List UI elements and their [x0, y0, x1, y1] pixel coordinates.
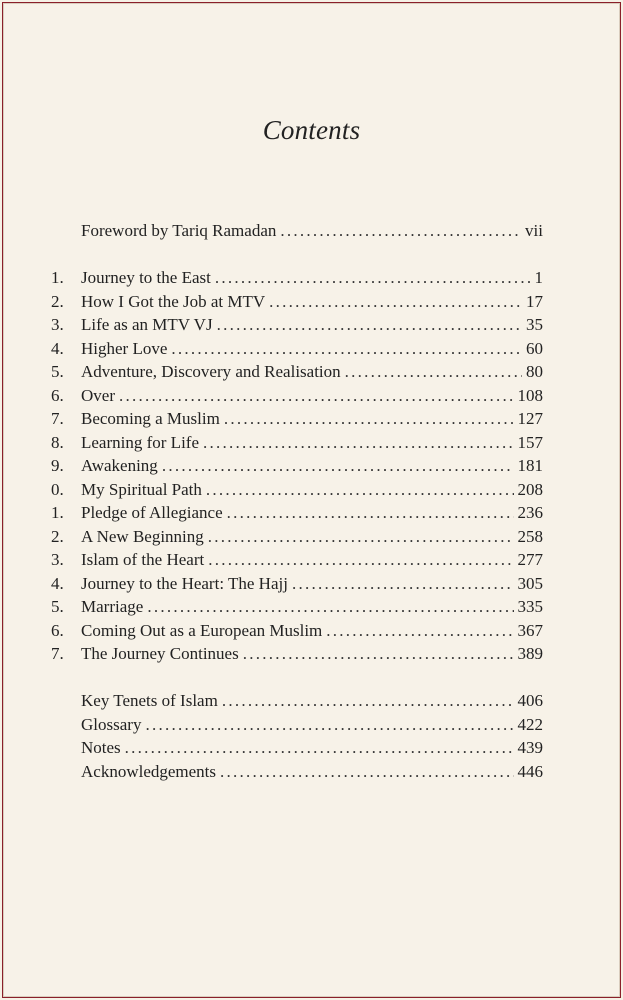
toc-entry	[51, 431, 543, 455]
entry-label: Glossary	[81, 714, 142, 734]
entry-label: Awakening	[81, 456, 158, 475]
toc-entry	[51, 360, 543, 384]
entry-label: Journey to the East	[81, 268, 211, 287]
entry-label: Foreword by Tariq Ramadan	[81, 221, 277, 240]
dot-leader	[203, 431, 514, 455]
book-page	[2, 2, 621, 998]
dot-leader	[345, 360, 522, 384]
dot-leader	[280, 219, 521, 243]
dot-leader	[222, 689, 514, 713]
dot-leader	[217, 313, 522, 337]
entry-label: Islam of the Heart	[81, 550, 205, 569]
dot-leader	[269, 290, 522, 314]
entry-page: 335	[517, 597, 543, 616]
dot-leader	[145, 713, 513, 737]
toc-entry	[51, 642, 543, 666]
toc-entry	[51, 595, 543, 619]
entry-page: 422	[517, 714, 543, 734]
entry-page: 1	[534, 268, 543, 287]
entry-page: 181	[517, 456, 543, 475]
entry-page: 35	[526, 315, 543, 334]
entry-page: 127	[517, 409, 543, 428]
chapter-number: 4.	[51, 573, 64, 593]
chapter-number: 5.	[51, 362, 64, 381]
dot-leader	[119, 384, 514, 408]
dot-leader	[147, 595, 513, 619]
toc-entry	[51, 760, 543, 784]
chapter-number: 4.	[51, 338, 64, 358]
dot-leader	[215, 266, 531, 290]
toc-entry	[51, 689, 543, 713]
chapter-list	[51, 266, 543, 666]
dot-leader	[224, 407, 514, 431]
backmatter-list	[51, 689, 543, 783]
chapter-number: 1.	[51, 268, 64, 287]
chapter-number: 3.	[51, 315, 64, 334]
foreword-section	[51, 219, 543, 243]
entry-label: How I Got the Job at MTV	[81, 291, 266, 311]
dot-leader	[208, 548, 513, 572]
chapter-number: 3.	[51, 550, 64, 569]
dot-leader	[292, 572, 514, 596]
toc-entry	[51, 384, 543, 408]
entry-label: A New Beginning	[81, 526, 204, 546]
chapter-number: 0.	[51, 479, 64, 499]
toc-entry	[51, 501, 543, 525]
entry-label: Learning for Life	[81, 432, 199, 452]
chapter-number: 7.	[51, 409, 64, 428]
dot-leader	[206, 478, 514, 502]
entry-label: Life as an MTV VJ	[81, 315, 213, 334]
toc-entry	[51, 713, 543, 737]
toc-entry	[51, 337, 543, 361]
dot-leader	[162, 454, 514, 478]
entry-label: My Spiritual Path	[81, 479, 202, 499]
entry-page: 439	[517, 738, 543, 757]
entry-page: 389	[517, 644, 543, 663]
toc-entry	[51, 266, 543, 290]
entry-label: Acknowledgements	[81, 761, 217, 781]
entry-page: 60	[526, 338, 543, 358]
entry-page: 80	[526, 362, 543, 381]
page-title: Contents	[262, 115, 361, 145]
toc-entry	[51, 572, 543, 596]
dot-leader	[243, 642, 514, 666]
toc-entry	[51, 525, 543, 549]
dot-leader	[220, 760, 513, 784]
entry-label: Higher Love	[81, 338, 168, 358]
dot-leader	[326, 619, 513, 643]
chapter-number: 6.	[51, 385, 64, 405]
entry-page: 108	[517, 385, 543, 405]
chapter-number: 8.	[51, 432, 64, 452]
toc-entry	[51, 290, 543, 314]
entry-page: 406	[517, 691, 543, 710]
entry-page: 446	[517, 761, 543, 781]
dot-leader	[227, 501, 514, 525]
toc-entry	[51, 548, 543, 572]
entry-page: 208	[517, 479, 543, 499]
chapter-number: 2.	[51, 526, 64, 546]
entry-label: The Journey Continues	[81, 644, 239, 663]
chapter-number: 5.	[51, 597, 64, 616]
dot-leader	[208, 525, 514, 549]
entry-page: 157	[517, 432, 543, 452]
toc-entry	[51, 736, 543, 760]
entry-page: 367	[517, 620, 543, 640]
entry-label: Over	[81, 385, 115, 405]
chapter-number: 6.	[51, 620, 64, 640]
toc-entry	[51, 454, 543, 478]
entry-page: vii	[525, 221, 543, 240]
chapter-number: 9.	[51, 456, 64, 475]
toc-entry	[51, 619, 543, 643]
toc-entry	[51, 478, 543, 502]
entry-page: 305	[517, 573, 543, 593]
entry-page: 258	[517, 526, 543, 546]
toc-entry-foreword	[51, 219, 543, 243]
entry-label: Pledge of Allegiance	[81, 503, 223, 522]
chapter-number: 7.	[51, 644, 64, 663]
entry-page: 236	[517, 503, 543, 522]
chapter-number: 1.	[51, 503, 64, 522]
dot-leader	[125, 736, 514, 760]
toc-entry	[51, 313, 543, 337]
entry-label: Key Tenets of Islam	[81, 691, 218, 710]
toc-entry	[51, 407, 543, 431]
entry-page: 277	[517, 550, 543, 569]
entry-label: Notes	[81, 738, 121, 757]
dot-leader	[171, 337, 522, 361]
entry-label: Coming Out as a European Muslim	[81, 620, 323, 640]
entry-page: 17	[526, 291, 543, 311]
entry-label: Marriage	[81, 597, 144, 616]
entry-label: Journey to the Heart: The Hajj	[81, 573, 288, 593]
entry-label: Adventure, Discovery and Realisation	[81, 362, 341, 381]
entry-label: Becoming a Muslim	[81, 409, 220, 428]
chapter-number: 2.	[51, 291, 64, 311]
